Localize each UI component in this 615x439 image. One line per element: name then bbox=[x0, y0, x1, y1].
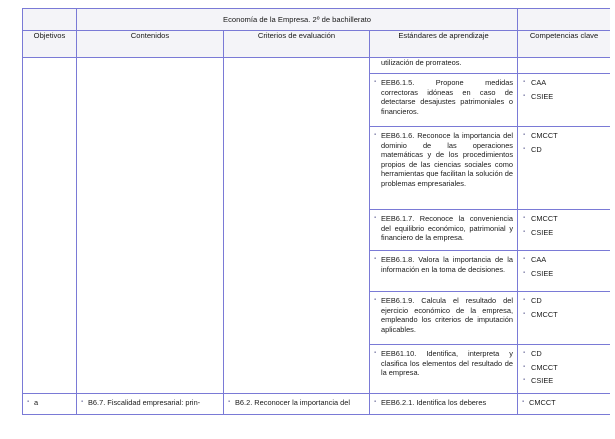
standard-cell bbox=[370, 292, 518, 345]
bullet-icon: ▪ bbox=[523, 269, 526, 276]
competences-cell bbox=[518, 251, 610, 292]
bullet-icon: ▪ bbox=[523, 256, 526, 262]
standard-text: EEB6.1.7. Reconoce la conveniencia del equilibrio económico, patrimonial y financiero de la empresa. bbox=[381, 214, 514, 243]
competence-label: CSIEE bbox=[531, 376, 554, 386]
standard-text: EEB6.1.8. Valora la importancia de la información en la toma de decisiones. bbox=[381, 255, 514, 274]
competence-label: CSIEE bbox=[531, 227, 554, 237]
header-objetivos: Objetivos bbox=[23, 31, 77, 58]
contenidos-cell-empty bbox=[77, 58, 224, 394]
competence-item bbox=[523, 214, 610, 224]
standard-text: EEB6.1.9. Calcula el resultado del ejercicio económico de la empresa, empleando los criterios de imputación aplicables. bbox=[381, 296, 514, 334]
bullet-icon: ▪ bbox=[523, 132, 526, 138]
competence-item bbox=[523, 78, 610, 88]
objective-cell bbox=[23, 394, 77, 415]
competence-item bbox=[523, 310, 610, 320]
competence-item bbox=[523, 349, 610, 359]
curriculum-table bbox=[22, 8, 610, 415]
competence-label: CMCCT bbox=[531, 309, 558, 319]
competence-item bbox=[523, 145, 610, 155]
content-cell bbox=[77, 394, 224, 415]
header-competencias: Competencias clave bbox=[518, 31, 610, 58]
table-title: Economía de la Empresa. 2º de bachillerato bbox=[77, 9, 518, 31]
competences-cell bbox=[518, 74, 610, 127]
competence-item bbox=[523, 131, 610, 141]
bullet-icon: ▪ bbox=[523, 297, 526, 303]
competence-label: CMCCT bbox=[531, 214, 558, 223]
criterios-cell-empty bbox=[224, 58, 370, 394]
bullet-icon: ▪ bbox=[523, 215, 526, 221]
bullet-icon: ▪ bbox=[522, 399, 525, 405]
standard-text: EEB61.10. Identifica, interpreta y clasifica los elementos del resultado de la empresa. bbox=[381, 349, 514, 378]
competence-item bbox=[523, 92, 610, 102]
header-estandares: Estándares de aprendizaje bbox=[370, 31, 518, 58]
standard-text: EEB6.2.1. Identifica los deberes bbox=[381, 398, 487, 407]
standard-cell bbox=[370, 345, 518, 394]
competences-cell bbox=[518, 394, 610, 415]
competence-label: CD bbox=[531, 349, 542, 358]
competences-cell bbox=[518, 345, 610, 394]
competence-item bbox=[523, 269, 610, 279]
competence-label: CD bbox=[531, 296, 542, 305]
title-blank-right bbox=[518, 9, 610, 31]
criterion-text: B6.2. Reconocer la importancia del bbox=[235, 398, 351, 407]
bullet-icon: ▪ bbox=[374, 256, 377, 262]
bullet-icon: ▪ bbox=[523, 377, 526, 384]
bullet-icon: ▪ bbox=[374, 215, 377, 221]
standard-continuation bbox=[370, 58, 518, 74]
bullet-icon: ▪ bbox=[228, 399, 231, 405]
competence-item bbox=[523, 228, 610, 238]
competence-label: CAA bbox=[531, 78, 547, 87]
curriculum-sheet bbox=[22, 8, 610, 439]
standard-cell bbox=[370, 210, 518, 251]
competence-label: CSIEE bbox=[531, 268, 554, 278]
content-text: B6.7. Fiscalidad empresarial: prin- bbox=[88, 398, 201, 407]
competence-item bbox=[523, 363, 610, 373]
standard-cell bbox=[370, 127, 518, 210]
competences-cell bbox=[518, 127, 610, 210]
bullet-icon: ▪ bbox=[374, 297, 377, 303]
bullet-icon: ▪ bbox=[523, 363, 526, 370]
competence-label: CMCCT bbox=[529, 398, 556, 407]
table-row bbox=[23, 394, 611, 415]
competence-item bbox=[523, 376, 610, 386]
header-contenidos: Contenidos bbox=[77, 31, 224, 58]
bullet-icon: ▪ bbox=[374, 350, 377, 356]
standard-text: EEB6.1.6. Reconoce la importancia del dominio de las operaciones matemáticas y de los procedimientos propios de las ciencias sociales como herramientas que facilitan la solución de problemas empresariales. bbox=[381, 131, 514, 188]
competence-item bbox=[523, 255, 610, 265]
standard-cell bbox=[370, 74, 518, 127]
column-header-row bbox=[23, 31, 611, 58]
standard-cell bbox=[370, 251, 518, 292]
competence-label: CMCCT bbox=[531, 131, 558, 140]
competence-label: CSIEE bbox=[531, 91, 554, 101]
standard-text: EEB6.1.5. Propone medidas correctoras idóneas en caso de detectarse desajustes patrimoniales o financieros. bbox=[381, 78, 514, 116]
competence-label: CAA bbox=[531, 255, 547, 264]
bullet-icon: ▪ bbox=[523, 145, 526, 152]
bullet-icon: ▪ bbox=[523, 92, 526, 99]
bullet-icon: ▪ bbox=[523, 79, 526, 85]
bullet-icon: ▪ bbox=[523, 350, 526, 356]
bullet-icon: ▪ bbox=[374, 132, 377, 138]
bullet-icon: ▪ bbox=[27, 399, 30, 405]
competences-continuation-empty bbox=[518, 58, 610, 74]
bullet-icon: ▪ bbox=[374, 79, 377, 85]
bullet-icon: ▪ bbox=[523, 228, 526, 235]
competences-cell bbox=[518, 210, 610, 251]
title-blank-left bbox=[23, 9, 77, 31]
bullet-icon: ▪ bbox=[374, 399, 377, 405]
bullet-icon: ▪ bbox=[523, 310, 526, 317]
standard-cell bbox=[370, 394, 518, 415]
competence-item bbox=[523, 296, 610, 306]
header-criterios: Criterios de evaluación bbox=[224, 31, 370, 58]
bullet-icon: ▪ bbox=[81, 399, 84, 405]
competence-label: CMCCT bbox=[531, 362, 558, 372]
standard-continuation-text: utilización de prorrateos. bbox=[381, 58, 462, 67]
competence-label: CD bbox=[531, 144, 542, 154]
objetivos-cell-empty bbox=[23, 58, 77, 394]
title-row bbox=[23, 9, 611, 31]
competences-cell bbox=[518, 292, 610, 345]
criterion-cell bbox=[224, 394, 370, 415]
table-row bbox=[23, 58, 611, 74]
objective-text: a bbox=[34, 398, 39, 407]
